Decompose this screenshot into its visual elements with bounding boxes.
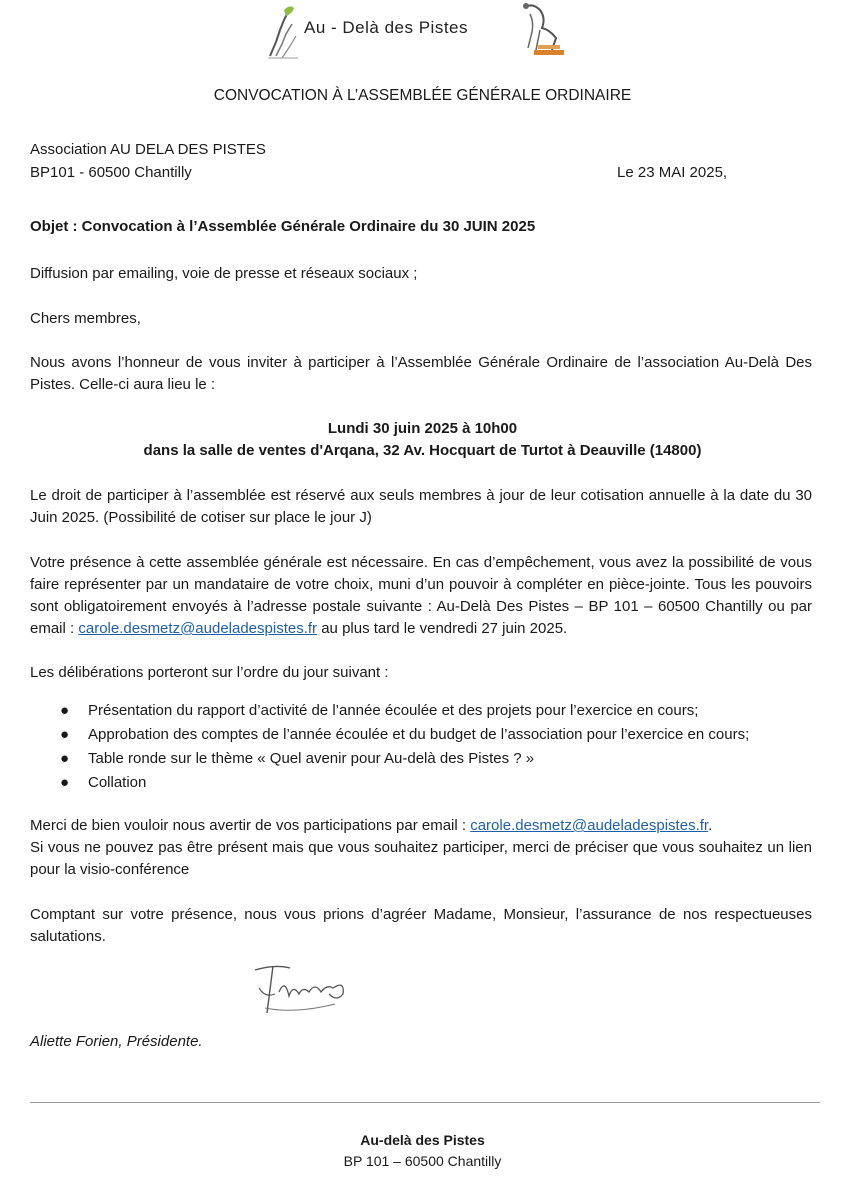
logo-text: Au - Delà des Pistes xyxy=(304,18,469,37)
agenda-item-text: Présentation du rapport d’activité de l’année écoulée et des projets pour l’exercice en cours; xyxy=(88,702,699,719)
diffusion-line: Diffusion par emailing, voie de presse et réseaux sociaux ; xyxy=(30,265,418,282)
proxy-email-link[interactable]: carole.desmetz@audeladespistes.fr xyxy=(78,620,318,637)
event-date: Lundi 30 juin 2025 à 10h00 xyxy=(327,420,518,437)
sender-name: Association AU DELA DES PISTES xyxy=(30,141,266,158)
agenda-item-text: Collation xyxy=(88,774,147,791)
bullet-icon: ● xyxy=(60,702,70,719)
subject-line: Objet : Convocation à l’Assemblée Générale Ordinaire du 30 JUIN 2025 xyxy=(30,218,536,235)
signer-name: Aliette Forien, Présidente. xyxy=(30,1033,203,1050)
event-location: dans la salle de ventes d'Arqana, 32 Av. Hocquart de Turtot à Deauville (14800) xyxy=(143,442,702,459)
intro-paragraph: Nous avons l’honneur de vous inviter à participer à l’Assemblée Générale Ordinaire de l’association Au-Delà Des Pistes. Celle-ci aura lieu le : xyxy=(30,354,812,393)
list-item xyxy=(30,771,812,795)
footer-divider xyxy=(30,1102,820,1103)
rsvp-paragraph xyxy=(30,815,812,837)
agenda-item-text: Approbation des comptes de l’année écoulée et du budget de l’association pour l’exercice en cours; xyxy=(88,726,750,743)
list-item xyxy=(30,723,812,747)
list-item xyxy=(30,747,812,771)
document-title: CONVOCATION À L’ASSEMBLÉE GÉNÉRALE ORDINAIRE xyxy=(213,87,632,104)
eligibility-paragraph: Le droit de participer à l’assemblée est réservé aux seuls membres à jour de leur cotisation annuelle à la date du 30 Juin 2025. (Possibilité de cotiser sur place le jour J) xyxy=(30,487,812,526)
horse-rider-logo-icon xyxy=(512,0,574,60)
list-item xyxy=(30,699,812,723)
visio-paragraph: Si vous ne pouvez pas être présent mais que vous souhaitez participer, merci de préciser que vous souhaitez un lien pour la visio-conférence xyxy=(30,839,812,878)
bullet-icon: ● xyxy=(60,774,70,791)
bullet-icon: ● xyxy=(60,750,70,767)
agenda-intro: Les délibérations porteront sur l’ordre du jour suivant : xyxy=(30,664,389,681)
rsvp-period: . xyxy=(708,817,713,834)
proxy-text: Votre présence à cette assemblée générale est nécessaire. En cas d’empêchement, vous avez la possibilité de vous faire représenter par un mandataire de votre choix, muni d’un pouvoir à compléter en pièce-jointe. Tous les pouvoirs sont obligatoirement envoyés à l’adresse postale suivante : Au-Delà Des Pistes – BP 101 – 60500 Chantilly ou par email : xyxy=(30,554,812,637)
proxy-paragraph xyxy=(30,552,812,640)
footer-organization: Au-delà des Pistes xyxy=(360,1132,485,1148)
association-logo xyxy=(262,0,582,62)
handwritten-signature xyxy=(245,958,365,1028)
footer-address: BP 101 – 60500 Chantilly xyxy=(343,1153,502,1169)
proxy-deadline: au plus tard le vendredi 27 juin 2025. xyxy=(317,620,568,637)
horse-left-logo-icon xyxy=(262,2,302,60)
agenda-item-text: Table ronde sur le thème « Quel avenir pour Au-delà des Pistes ? » xyxy=(88,750,535,767)
sender-address: BP101 - 60500 Chantilly xyxy=(30,164,192,181)
rsvp-text: Merci de bien vouloir nous avertir de vos participations par email : xyxy=(30,817,471,834)
closing-paragraph: Comptant sur votre présence, nous vous prions d’agréer Madame, Monsieur, l’assurance de nos respectueuses salutations. xyxy=(30,906,812,945)
letter-date: Le 23 MAI 2025, xyxy=(617,164,728,181)
salutation: Chers membres, xyxy=(30,310,141,327)
rsvp-email-link[interactable]: carole.desmetz@audeladespistes.fr xyxy=(470,817,709,834)
agenda-list xyxy=(30,699,812,795)
bullet-icon: ● xyxy=(60,726,70,743)
